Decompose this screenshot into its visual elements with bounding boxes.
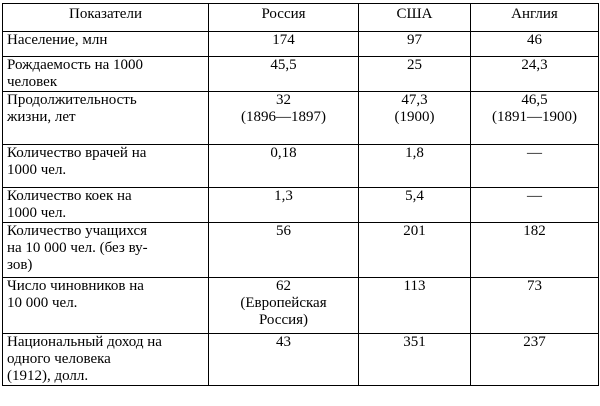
- row-label-line: Национальный доход на: [7, 334, 162, 350]
- row-label-line: жизни, лет: [7, 109, 76, 125]
- england-value-line: 73: [527, 278, 542, 294]
- russia-value-line: (1896—1897): [241, 109, 326, 125]
- russia-value-line: 1,3: [274, 188, 293, 204]
- table-row: [3, 334, 599, 386]
- england-value-line: 46,5: [521, 92, 548, 108]
- row-label: [3, 32, 209, 57]
- england-value-line: 24,3: [521, 57, 548, 73]
- usa-value: [359, 57, 471, 92]
- usa-value: [359, 223, 471, 278]
- table-row: [3, 223, 599, 278]
- russia-value-line: 174: [272, 32, 295, 48]
- row-label-line: Население, млн: [7, 32, 108, 48]
- russia-value: [209, 278, 359, 334]
- row-label-line: Продолжительность: [7, 92, 137, 108]
- england-value: [471, 32, 599, 57]
- row-label: [3, 188, 209, 223]
- russia-value-line: 62: [276, 278, 291, 294]
- russia-value-line: 0,18: [270, 145, 297, 161]
- row-label: [3, 334, 209, 386]
- russia-value: [209, 32, 359, 57]
- usa-value-line: 47,3: [401, 92, 428, 108]
- usa-value: [359, 278, 471, 334]
- russia-value: [209, 57, 359, 92]
- row-label: [3, 145, 209, 188]
- header-indicators: Показатели: [3, 4, 209, 32]
- usa-value: [359, 188, 471, 223]
- russia-value: [209, 188, 359, 223]
- england-value: [471, 57, 599, 92]
- russia-value-line: 43: [276, 334, 291, 350]
- england-value-line: 237: [523, 334, 546, 350]
- usa-value-line: (1900): [394, 109, 435, 125]
- usa-value-line: 5,4: [405, 188, 424, 204]
- row-label: [3, 92, 209, 145]
- header-row: [3, 4, 599, 32]
- row-label-line: Количество учащихся: [7, 223, 147, 239]
- table-row: [3, 92, 599, 145]
- england-value-line: —: [527, 145, 542, 161]
- usa-value-line: 201: [403, 223, 426, 239]
- usa-value-line: 97: [407, 32, 422, 48]
- row-label-line: одного человека: [7, 351, 111, 367]
- table-row: [3, 188, 599, 223]
- row-label-line: Количество врачей на: [7, 145, 147, 161]
- usa-value: [359, 334, 471, 386]
- russia-value-line: 45,5: [270, 57, 297, 73]
- row-label-line: 1000 чел.: [7, 205, 67, 221]
- russia-value-line: 32: [276, 92, 291, 108]
- table-row: [3, 57, 599, 92]
- england-value: [471, 92, 599, 145]
- row-label-line: Количество коек на: [7, 188, 132, 204]
- table-body: [3, 32, 599, 386]
- russia-value-line: Россия): [258, 312, 309, 328]
- england-value: [471, 145, 599, 188]
- england-value-line: —: [527, 188, 542, 204]
- header-usa: США: [359, 4, 471, 32]
- row-label-line: Рождаемость на 1000: [7, 57, 144, 73]
- england-value-line: (1891—1900): [492, 109, 577, 125]
- table-row: [3, 278, 599, 334]
- russia-value-line: 56: [276, 223, 291, 239]
- england-value: [471, 334, 599, 386]
- england-value-line: 182: [523, 223, 546, 239]
- usa-value-line: 351: [403, 334, 426, 350]
- row-label-line: на 10 000 чел. (без ву-: [7, 240, 148, 256]
- row-label: [3, 57, 209, 92]
- england-value-line: 46: [527, 32, 542, 48]
- usa-value-line: 113: [403, 278, 426, 294]
- row-label: [3, 223, 209, 278]
- header-russia: Россия: [209, 4, 359, 32]
- usa-value: [359, 92, 471, 145]
- usa-value: [359, 32, 471, 57]
- row-label-line: 1000 чел.: [7, 162, 67, 178]
- russia-value: [209, 145, 359, 188]
- header-england: Англия: [471, 4, 599, 32]
- usa-value-line: 25: [407, 57, 422, 73]
- table-row: [3, 145, 599, 188]
- usa-value-line: 1,8: [405, 145, 424, 161]
- russia-value: [209, 92, 359, 145]
- usa-value: [359, 145, 471, 188]
- row-label-line: человек: [7, 74, 58, 90]
- row-label-line: 10 000 чел.: [7, 295, 78, 311]
- russia-value: [209, 223, 359, 278]
- row-label-line: зов): [7, 257, 33, 273]
- england-value: [471, 223, 599, 278]
- russia-value: [209, 334, 359, 386]
- table-row: [3, 32, 599, 57]
- russia-value-line: (Европейская: [240, 295, 327, 311]
- england-value: [471, 278, 599, 334]
- statistics-table: [2, 3, 599, 386]
- row-label-line: Число чиновников на: [7, 278, 144, 294]
- row-label-line: (1912), долл.: [7, 368, 89, 384]
- england-value: [471, 188, 599, 223]
- row-label: [3, 278, 209, 334]
